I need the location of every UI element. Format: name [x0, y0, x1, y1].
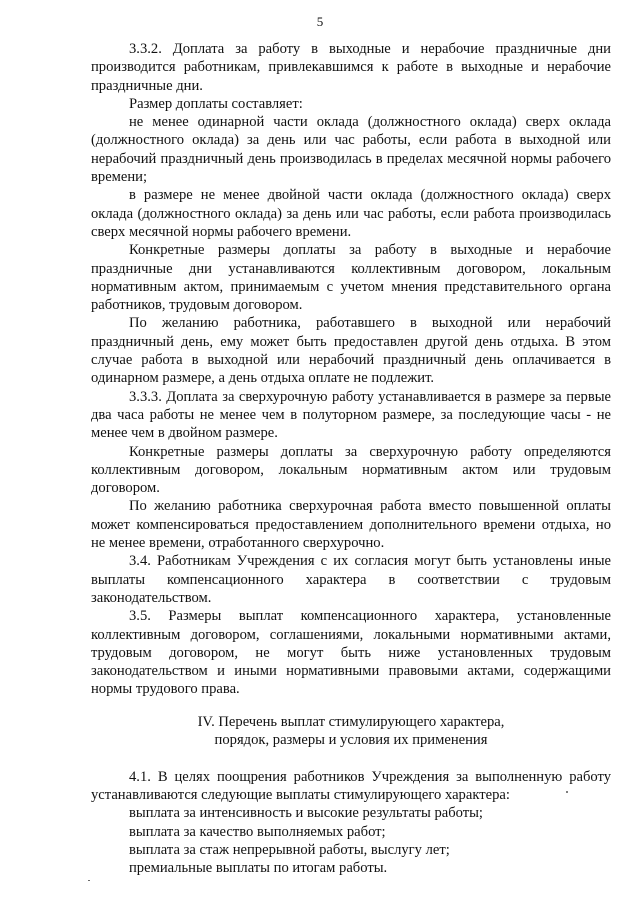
scan-speck [566, 791, 568, 793]
list-item: премиальные выплаты по итогам работы. [129, 860, 388, 877]
paragraph-overtime-rest: По желанию работника сверхурочная работа вместо повышенной оплаты может компенсироваться предоставлением дополнительного времени отдыха, но не менее времени, отработанного сверхурочно. [91, 498, 611, 552]
section-heading-line-1: IV. Перечень выплат стимулирующего характера, [197, 713, 505, 730]
paragraph-3-3-3: 3.3.3. Доплата за сверхурочную работу устанавливается в размере за первые два часа работы не менее чем в полуторном размере, за последующие часы - не менее чем в двойном размере. [91, 388, 611, 442]
list-item: выплата за интенсивность и высокие результаты работы; [129, 805, 483, 822]
scan-speck [88, 880, 90, 881]
paragraph-single-rate: не менее одинарной части оклада (должностного оклада) сверх оклада (должностного оклада) за день или час работы, если работа в выходной или нерабочий праздничный день производилась в пределах месячной нормы рабочего времени; [91, 114, 611, 186]
section-iv-heading [91, 713, 611, 750]
page-number: 5 [316, 14, 324, 29]
paragraph-3-4: 3.4. Работникам Учреждения с их согласия могут быть установлены иные выплаты компенсационного характера в соответствии с трудовым законодательством. [91, 553, 611, 606]
paragraph-4-1: 4.1. В целях поощрения работников Учреждения за выполненную работу устанавливаются следующие выплаты стимулирующего характера: [91, 768, 611, 803]
paragraph-3-5: 3.5. Размеры выплат компенсационного характера, установленные коллективным договором, соглашениями, локальными нормативными актами, трудовым договором, не могут быть ниже установленных трудовым законодательством и иными нормативными правовыми актами, содержащими нормы трудового права. [91, 608, 611, 698]
paragraph-specific-sizes: Конкретные размеры доплаты за работу в выходные и нерабочие праздничные дни устанавливаются коллективным договором, локальным нормативным актом, принимаемым с учетом мнения представительного органа работников, трудовым договором. [91, 242, 611, 314]
paragraph-3-3-2: 3.3.2. Доплата за работу в выходные и нерабочие праздничные дни производится работникам, привлекавшимся к работе в выходные и нерабочие праздничные дни. [91, 41, 611, 94]
payment-list [91, 804, 611, 877]
document-body [91, 40, 611, 877]
paragraph-day-off: По желанию работника, работавшего в выходной или нерабочий праздничный день, ему может быть предоставлен другой день отдыха. В этом случае работа в выходной или нерабочий праздничный день оплачивается в одинарном размере, а день отдыха оплате не подлежит. [91, 315, 611, 387]
section-heading-line-2: порядок, размеры и условия их применения [214, 732, 488, 749]
paragraph-overtime-sizes: Конкретные размеры доплаты за сверхурочную работу определяются коллективным договором, локальным нормативным актом или трудовым договором. [91, 443, 611, 497]
list-item: выплата за качество выполняемых работ; [129, 823, 386, 840]
paragraph-double-rate: в размере не менее двойной части оклада (должностного оклада) сверх оклада (должностного оклада) за день или час работы, если работа производилась сверх месячной нормы рабочего времени. [91, 187, 611, 240]
paragraph-payment-size: Размер доплаты составляет: [129, 95, 303, 112]
list-item: выплата за стаж непрерывной работы, выслугу лет; [129, 841, 450, 858]
